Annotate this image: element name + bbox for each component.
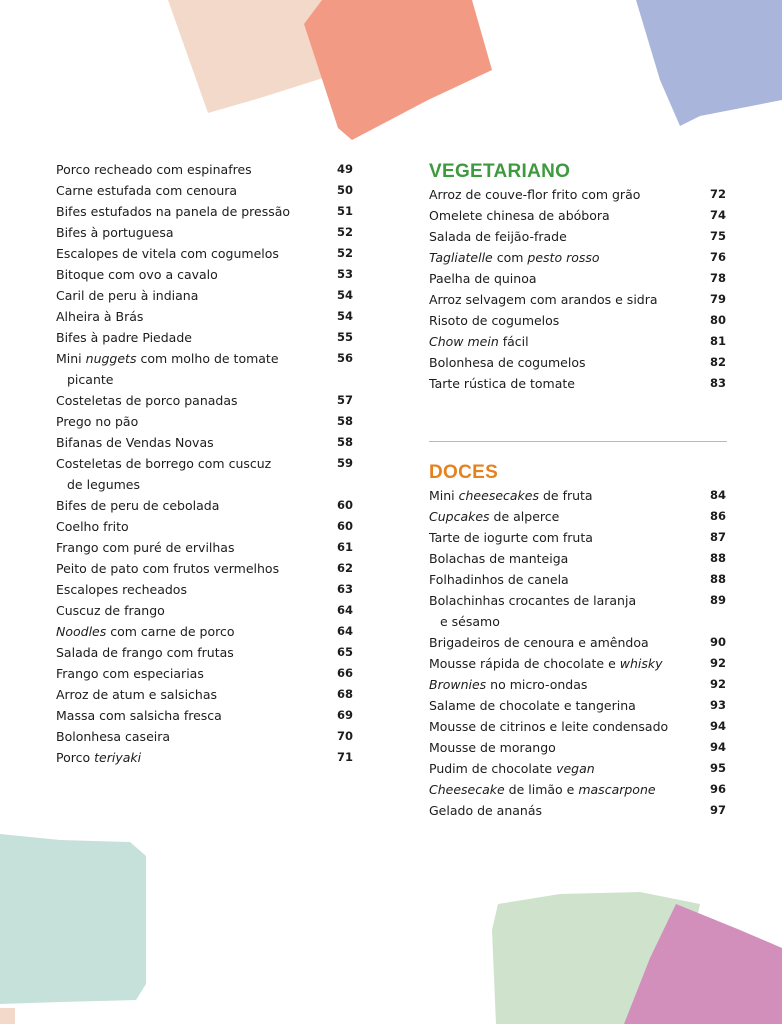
entry-title-italic: Tagliatelle bbox=[429, 250, 493, 265]
page-number: 88 bbox=[709, 572, 726, 586]
toc-entry[interactable] bbox=[56, 621, 353, 642]
page-number: 74 bbox=[709, 208, 726, 222]
entry-title bbox=[429, 674, 686, 695]
page-number: 52 bbox=[336, 225, 353, 239]
entry-title: Prego no pão bbox=[56, 414, 139, 429]
entry-title bbox=[429, 485, 686, 506]
toc-entry[interactable] bbox=[429, 373, 726, 394]
section-title-doces: DOCES bbox=[429, 462, 499, 483]
toc-entry[interactable] bbox=[56, 411, 353, 432]
entry-title: Bifes estufados na panela de pressão bbox=[56, 204, 291, 219]
entry-title: Omelete chinesa de abóbora bbox=[429, 208, 610, 223]
page-number: 64 bbox=[336, 603, 353, 617]
entry-title: Tarte de iogurte com fruta bbox=[429, 530, 593, 545]
page-number: 66 bbox=[336, 666, 353, 680]
entry-title bbox=[429, 590, 686, 611]
toc-entry[interactable] bbox=[56, 453, 353, 495]
toc-entry[interactable] bbox=[56, 726, 353, 747]
toc-entry[interactable] bbox=[56, 348, 353, 390]
toc-entry[interactable] bbox=[56, 432, 353, 453]
page-number: 58 bbox=[336, 414, 353, 428]
toc-entry[interactable] bbox=[429, 632, 726, 653]
page-number: 95 bbox=[709, 761, 726, 775]
entry-title: Alheira à Brás bbox=[56, 309, 144, 324]
entry-title: Caril de peru à indiana bbox=[56, 288, 199, 303]
entry-title: Escalopes recheados bbox=[56, 582, 187, 597]
toc-entry[interactable] bbox=[56, 663, 353, 684]
entry-title: Costeletas de porco panadas bbox=[56, 393, 238, 408]
toc-entry[interactable] bbox=[429, 268, 726, 289]
toc-entry[interactable] bbox=[56, 516, 353, 537]
entry-title-italic: cheesecakes bbox=[458, 488, 539, 503]
entry-title bbox=[56, 453, 313, 474]
vegetariano-entry-list bbox=[429, 184, 726, 394]
entry-title-part: no micro-ondas bbox=[486, 677, 588, 692]
toc-entry[interactable] bbox=[56, 537, 353, 558]
entry-title-italic: pesto rosso bbox=[527, 250, 600, 265]
entry-title: Carne estufada com cenoura bbox=[56, 183, 238, 198]
entry-title: Salada de frango com frutas bbox=[56, 645, 234, 660]
toc-entry[interactable] bbox=[429, 779, 726, 800]
entry-title: Salada de feijão-frade bbox=[429, 229, 567, 244]
entry-title: Escalopes de vitela com cogumelos bbox=[56, 246, 279, 261]
page-number: 64 bbox=[336, 624, 353, 638]
doces-entry-list bbox=[429, 485, 726, 821]
entry-title-part: Bolachinhas crocantes de laranja bbox=[429, 593, 637, 608]
right-column bbox=[429, 160, 726, 394]
entry-title-italic: Cupcakes bbox=[429, 509, 490, 524]
entry-title: Folhadinhos de canela bbox=[429, 572, 569, 587]
toc-entry[interactable] bbox=[429, 527, 726, 548]
entry-title: Coelho frito bbox=[56, 519, 129, 534]
page-number: 81 bbox=[709, 334, 726, 348]
page-number: 72 bbox=[709, 187, 726, 201]
toc-entry[interactable] bbox=[429, 695, 726, 716]
toc-entry[interactable] bbox=[429, 506, 726, 527]
coral-paint-shape bbox=[304, 0, 492, 140]
entry-title: Bifes de peru de cebolada bbox=[56, 498, 220, 513]
toc-entry[interactable] bbox=[429, 485, 726, 506]
entry-title: Cuscuz de frango bbox=[56, 603, 165, 618]
entry-title: Brigadeiros de cenoura e amêndoa bbox=[429, 635, 649, 650]
toc-entry[interactable] bbox=[429, 674, 726, 695]
entry-title-part: fácil bbox=[498, 334, 529, 349]
page-number: 96 bbox=[709, 782, 726, 796]
entry-title bbox=[429, 506, 686, 527]
entry-title-part: com bbox=[492, 250, 528, 265]
toc-entry[interactable] bbox=[56, 390, 353, 411]
entry-title: Arroz selvagem com arandos e sidra bbox=[429, 292, 658, 307]
page-number: 56 bbox=[336, 351, 353, 365]
page-number: 90 bbox=[709, 635, 726, 649]
page-number: 94 bbox=[709, 719, 726, 733]
toc-entry[interactable] bbox=[429, 289, 726, 310]
page-number: 79 bbox=[709, 292, 726, 306]
entry-title-part: Costeletas de borrego com cuscuz bbox=[56, 456, 272, 471]
entry-title-part: Porco bbox=[56, 750, 95, 765]
toc-entry[interactable] bbox=[56, 159, 353, 180]
entry-title: Bolachas de manteiga bbox=[429, 551, 569, 566]
toc-entry[interactable] bbox=[56, 600, 353, 621]
page-number: 93 bbox=[709, 698, 726, 712]
page-number: 54 bbox=[336, 288, 353, 302]
entry-title-italic: Cheesecake bbox=[429, 782, 505, 797]
toc-entry[interactable] bbox=[56, 201, 353, 222]
toc-entry[interactable] bbox=[56, 306, 353, 327]
entry-title-italic: nuggets bbox=[85, 351, 137, 366]
entry-title-italic: whisky bbox=[619, 656, 663, 671]
toc-entry[interactable] bbox=[56, 642, 353, 663]
entry-title: Massa com salsicha fresca bbox=[56, 708, 222, 723]
entry-title bbox=[429, 779, 686, 800]
page-number: 65 bbox=[336, 645, 353, 659]
entry-title-part: com carne de porco bbox=[106, 624, 235, 639]
toc-entry[interactable] bbox=[429, 548, 726, 569]
page-number: 83 bbox=[709, 376, 726, 390]
entry-title bbox=[56, 621, 313, 642]
entry-title: Peito de pato com frutos vermelhos bbox=[56, 561, 280, 576]
entry-title-part: de limão e bbox=[504, 782, 579, 797]
entry-title bbox=[429, 247, 686, 268]
toc-entry[interactable] bbox=[56, 264, 353, 285]
toc-entry[interactable] bbox=[56, 327, 353, 348]
entry-title: Bolonhesa de cogumelos bbox=[429, 355, 586, 370]
toc-entry[interactable] bbox=[429, 716, 726, 737]
entry-title: Salame de chocolate e tangerina bbox=[429, 698, 636, 713]
toc-entry[interactable] bbox=[429, 758, 726, 779]
page-number: 55 bbox=[336, 330, 353, 344]
entry-title-part: Mini bbox=[429, 488, 459, 503]
entry-title-part: Pudim de chocolate bbox=[429, 761, 557, 776]
entry-title: Bitoque com ovo a cavalo bbox=[56, 267, 218, 282]
entry-title-continuation: de legumes bbox=[67, 477, 140, 492]
page-number: 71 bbox=[336, 750, 353, 764]
entry-title-italic: mascarpone bbox=[578, 782, 656, 797]
entry-title-italic: vegan bbox=[556, 761, 595, 776]
page-number: 54 bbox=[336, 309, 353, 323]
entry-title bbox=[56, 747, 313, 768]
entry-title bbox=[429, 758, 686, 779]
toc-entry[interactable] bbox=[56, 705, 353, 726]
page-number: 59 bbox=[336, 456, 353, 470]
page-number: 49 bbox=[336, 162, 353, 176]
page-number: 69 bbox=[336, 708, 353, 722]
entry-title-part: de fruta bbox=[539, 488, 593, 503]
page-number: 84 bbox=[709, 488, 726, 502]
page-number: 52 bbox=[336, 246, 353, 260]
page-number: 51 bbox=[336, 204, 353, 218]
page-number: 94 bbox=[709, 740, 726, 754]
toc-entry[interactable] bbox=[56, 180, 353, 201]
toc-entry[interactable] bbox=[56, 684, 353, 705]
entry-title: Bifes à portuguesa bbox=[56, 225, 174, 240]
page-number: 62 bbox=[336, 561, 353, 575]
toc-entry[interactable] bbox=[56, 285, 353, 306]
page-number: 70 bbox=[336, 729, 353, 743]
page-number: 92 bbox=[709, 677, 726, 691]
entry-title-continuation: e sésamo bbox=[440, 614, 500, 629]
page-number: 60 bbox=[336, 498, 353, 512]
entry-title: Frango com especiarias bbox=[56, 666, 204, 681]
toc-entry[interactable] bbox=[56, 747, 353, 768]
entry-title: Gelado de ananás bbox=[429, 803, 543, 818]
entry-title: Bifanas de Vendas Novas bbox=[56, 435, 214, 450]
page-number: 60 bbox=[336, 519, 353, 533]
toc-entry[interactable] bbox=[56, 558, 353, 579]
page-number: 92 bbox=[709, 656, 726, 670]
doces-column bbox=[429, 461, 726, 821]
entry-title-part: de alperce bbox=[489, 509, 560, 524]
page-number: 97 bbox=[709, 803, 726, 817]
entry-title: Arroz de atum e salsichas bbox=[56, 687, 218, 702]
left-column bbox=[56, 159, 353, 768]
page-number: 50 bbox=[336, 183, 353, 197]
toc-entry[interactable] bbox=[429, 737, 726, 758]
toc-entry[interactable] bbox=[429, 310, 726, 331]
entry-title: Bifes à padre Piedade bbox=[56, 330, 192, 345]
page-number: 68 bbox=[336, 687, 353, 701]
page-number: 88 bbox=[709, 551, 726, 565]
entry-title bbox=[429, 331, 686, 352]
entry-title-italic: Brownies bbox=[429, 677, 487, 692]
entry-title: Mousse de morango bbox=[429, 740, 556, 755]
section-title-vegetariano: VEGETARIANO bbox=[429, 161, 571, 182]
toc-entry[interactable] bbox=[429, 590, 726, 632]
toc-entry[interactable] bbox=[429, 352, 726, 373]
page-number: 61 bbox=[336, 540, 353, 554]
left-entry-list bbox=[56, 159, 353, 768]
toc-entry[interactable] bbox=[429, 653, 726, 674]
entry-title: Paelha de quinoa bbox=[429, 271, 537, 286]
entry-title-part: com molho de tomate bbox=[136, 351, 279, 366]
entry-title-italic: Noodles bbox=[56, 624, 107, 639]
page-number: 58 bbox=[336, 435, 353, 449]
entry-title-italic: teriyaki bbox=[94, 750, 142, 765]
entry-title: Porco recheado com espinafres bbox=[56, 162, 252, 177]
toc-entry[interactable] bbox=[429, 205, 726, 226]
toc-entry[interactable] bbox=[56, 579, 353, 600]
page-number: 86 bbox=[709, 509, 726, 523]
entry-title-italic: Chow mein bbox=[429, 334, 499, 349]
entry-title: Bolonhesa caseira bbox=[56, 729, 171, 744]
peach-strip-shape bbox=[0, 1008, 15, 1024]
toc-entry[interactable] bbox=[429, 184, 726, 205]
toc-entry[interactable] bbox=[56, 243, 353, 264]
entry-title: Tarte rústica de tomate bbox=[429, 376, 575, 391]
entry-title bbox=[429, 653, 686, 674]
entry-title bbox=[56, 348, 313, 369]
toc-entry[interactable] bbox=[429, 800, 726, 821]
page-number: 53 bbox=[336, 267, 353, 281]
page-number: 76 bbox=[709, 250, 726, 264]
entry-title: Arroz de couve-flor frito com grão bbox=[429, 187, 641, 202]
entry-title-part: Mousse rápida de chocolate e bbox=[429, 656, 620, 671]
entry-title-part: Mini bbox=[56, 351, 86, 366]
page-number: 89 bbox=[709, 593, 726, 607]
entry-title-continuation: picante bbox=[67, 372, 114, 387]
toc-entry[interactable] bbox=[429, 226, 726, 247]
page-number: 75 bbox=[709, 229, 726, 243]
toc-entry[interactable] bbox=[56, 495, 353, 516]
entry-title: Risoto de cogumelos bbox=[429, 313, 560, 328]
section-divider bbox=[429, 441, 727, 442]
page-number: 87 bbox=[709, 530, 726, 544]
page-number: 57 bbox=[336, 393, 353, 407]
page-number: 78 bbox=[709, 271, 726, 285]
toc-entry[interactable] bbox=[429, 247, 726, 268]
page-number: 63 bbox=[336, 582, 353, 596]
entry-title: Frango com puré de ervilhas bbox=[56, 540, 235, 555]
toc-entry[interactable] bbox=[56, 222, 353, 243]
toc-entry[interactable] bbox=[429, 331, 726, 352]
page-number: 80 bbox=[709, 313, 726, 327]
toc-entry[interactable] bbox=[429, 569, 726, 590]
page-number: 82 bbox=[709, 355, 726, 369]
mint-paint-shape bbox=[0, 834, 146, 1004]
lavender-paint-shape bbox=[636, 0, 782, 126]
entry-title: Mousse de citrinos e leite condensado bbox=[429, 719, 669, 734]
